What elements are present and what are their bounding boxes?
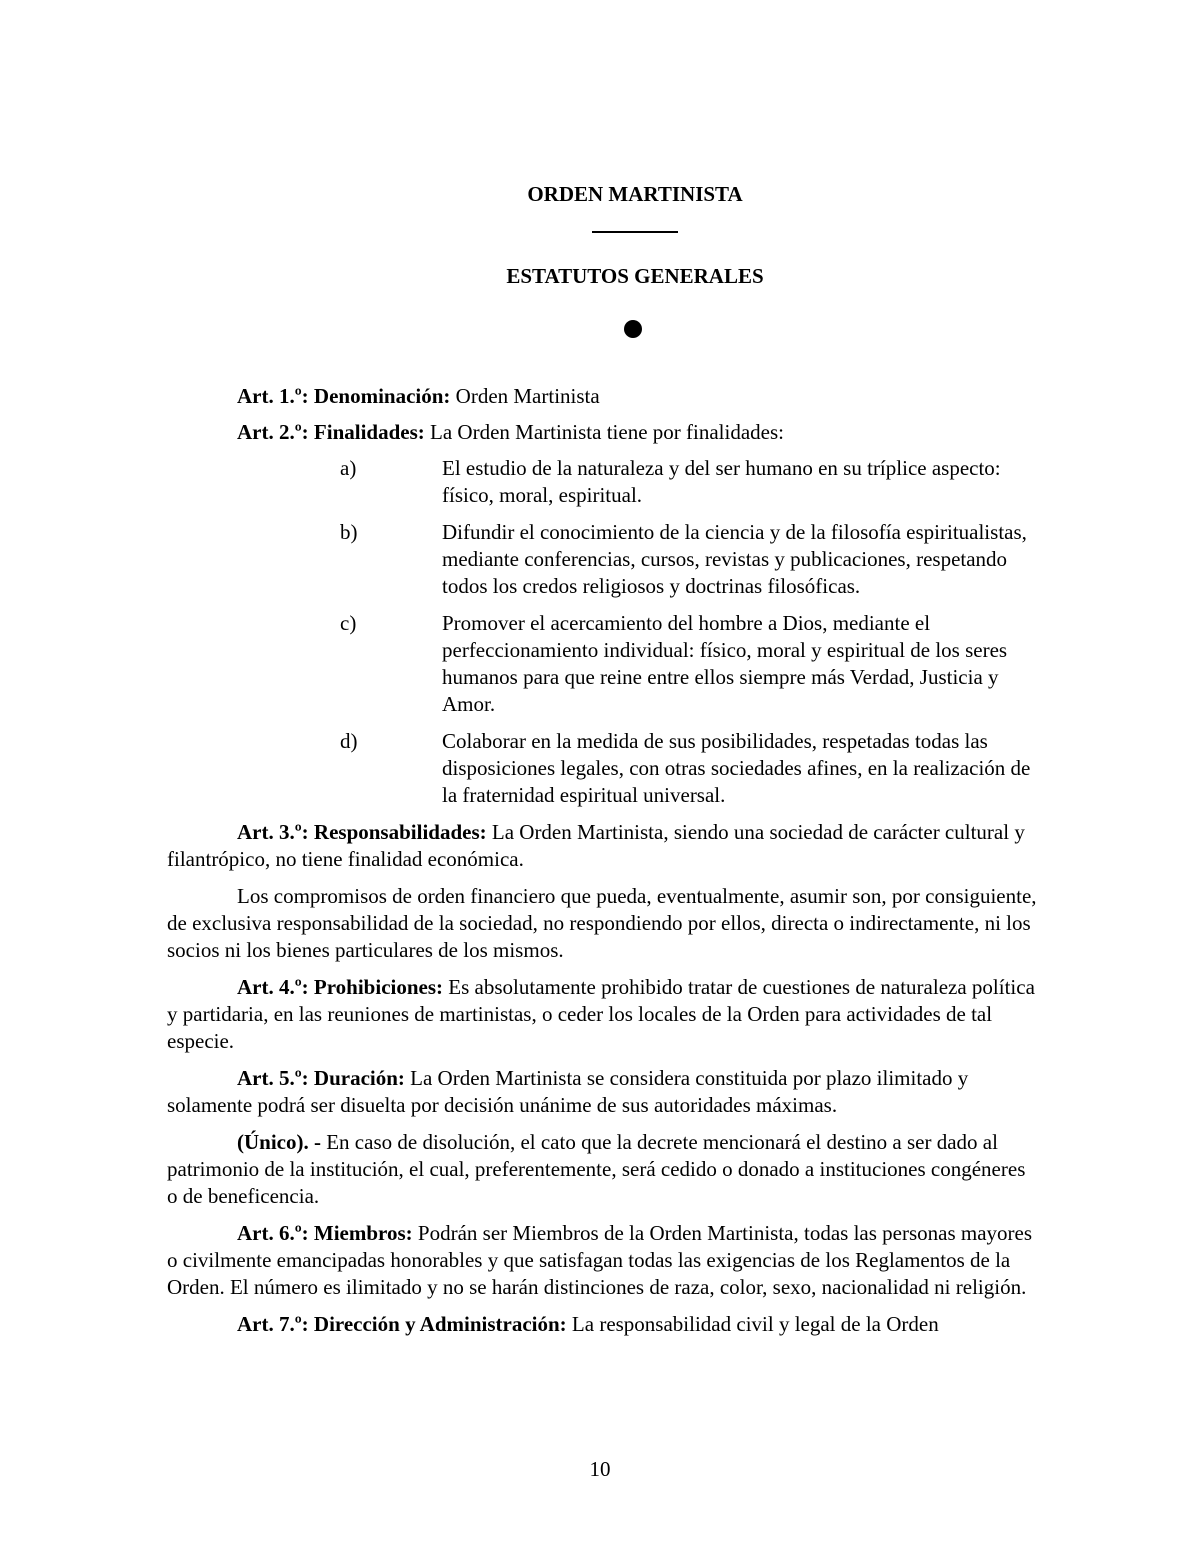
list-item [167, 455, 1037, 509]
article-2-list [167, 455, 1037, 809]
article-6-text: Podrán ser Miembros de la Orden Martinista, todas las personas mayores o civilmente emancipadas honorables y que satisfagan todas las exigencias de los Reglamentos de la Orden. El número es ilimitado y no se harán distinciones de raza, color, sexo, nacionalidad ni religión. [167, 1221, 1033, 1299]
article-4 [167, 974, 1037, 1055]
list-item-letter: a) [340, 456, 357, 480]
article-5 [167, 1065, 1037, 1119]
article-5-label: Art. 5.º: Duración: [237, 1066, 405, 1090]
article-5-unico-label: (Único). - [237, 1130, 321, 1154]
article-3-text: La Orden Martinista, siendo una sociedad de carácter cultural y filantrópico, no tiene finalidad económica. [167, 820, 1025, 871]
article-7 [167, 1311, 1037, 1338]
article-5-unico [167, 1129, 1037, 1210]
list-item [167, 728, 1037, 809]
article-3-label: Art. 3.º: Responsabilidades: [237, 820, 487, 844]
list-item-text: Difundir el conocimiento de la ciencia y de la filosofía espiritualistas, mediante conferencias, cursos, revistas y publicaciones, respetando todos los credos religiosos y doctrinas filosóficas. [442, 520, 1027, 598]
page-number: 10 [589, 1457, 611, 1481]
article-6 [167, 1220, 1037, 1301]
list-item-letter: b) [340, 520, 358, 544]
article-4-label: Art. 4.º: Prohibiciones: [237, 975, 444, 999]
article-4-text: Es absolutamente prohibido tratar de cuestiones de naturaleza política y partidaria, en las reuniones de martinistas, o ceder los locales de la Orden para actividades de tal especie. [167, 975, 1035, 1053]
list-item [167, 519, 1037, 600]
article-7-text: La responsabilidad civil y legal de la Orden [566, 1312, 939, 1336]
bullet-dot-ornament [624, 320, 642, 338]
list-item [167, 610, 1037, 718]
article-3-paragraph-2: Los compromisos de orden financiero que pueda, eventualmente, asumir son, por consiguiente, de exclusiva responsabilidad de la sociedad, no respondiendo por ellos, directa o indirectamente, ni los socios ni los bienes particulares de los mismos. [167, 884, 1037, 962]
article-7-label: Art. 7.º: Dirección y Administración: [237, 1312, 567, 1336]
list-item-text: Colaborar en la medida de sus posibilidades, respetadas todas las disposiciones legales, con otras sociedades afines, en la realización de la fraternidad espiritual universal. [442, 729, 1031, 807]
article-2-text: La Orden Martinista tiene por finalidades: [424, 420, 784, 444]
article-6-label: Art. 6.º: Miembros: [237, 1221, 413, 1245]
article-1-text: Orden Martinista [450, 384, 600, 408]
article-1 [167, 383, 1037, 410]
list-item-text: El estudio de la naturaleza y del ser humano en su tríplice aspecto: físico, moral, espiritual. [442, 456, 1001, 507]
article-2-label: Art. 2.º: Finalidades: [237, 420, 425, 444]
article-3 [167, 819, 1037, 873]
list-item-letter: c) [340, 611, 357, 635]
article-5-unico-text: En caso de disolución, el cato que la decrete mencionará el destino a ser dado al patrimonio de la institución, el cual, preferentemente, será cedido o donado a instituciones congéneres o de beneficencia. [167, 1130, 1026, 1208]
article-1-label: Art. 1.º: Denominación: [237, 384, 451, 408]
list-item-text: Promover el acercamiento del hombre a Dios, mediante el perfeccionamiento individual: físico, moral y espiritual de los seres humanos para que reine entre ellos siempre más Verdad, Justicia y Amor. [442, 611, 1008, 716]
document-body [167, 383, 1037, 1348]
article-2 [167, 419, 1037, 446]
page-title: ORDEN MARTINISTA [527, 182, 743, 206]
article-5-text: La Orden Martinista se considera constituida por plazo ilimitado y solamente podrá ser disuelta por decisión unánime de sus autoridades máximas. [167, 1066, 969, 1117]
page-subtitle: ESTATUTOS GENERALES [506, 264, 764, 288]
list-item-letter: d) [340, 729, 358, 753]
title-divider [592, 231, 678, 233]
